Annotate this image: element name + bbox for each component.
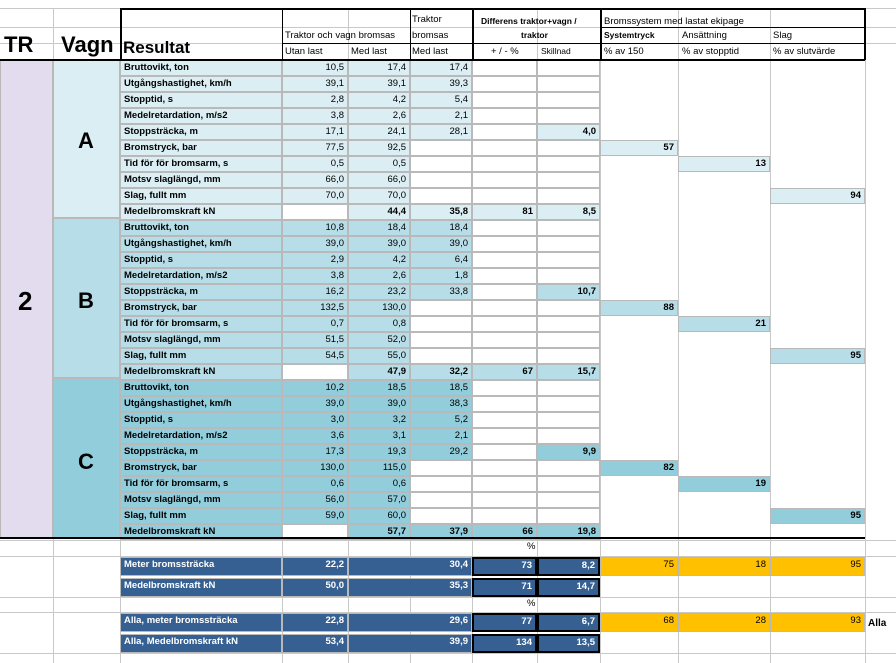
sub-med-last-traktor: Med last: [412, 46, 448, 57]
row-label[interactable]: Bruttovikt, ton: [120, 220, 282, 236]
cell-utan-last[interactable]: 39,0: [282, 396, 348, 412]
cell-med-last[interactable]: 52,0: [348, 332, 410, 348]
cell-traktor-med-last[interactable]: 1,8: [410, 268, 472, 284]
row-label[interactable]: Utgångshastighet, km/h: [120, 76, 282, 92]
row-label[interactable]: Tid för för bromsarm, s: [120, 156, 282, 172]
cell-plus-minus[interactable]: [472, 380, 537, 396]
cell-plus-minus[interactable]: 66: [472, 524, 537, 540]
cell-systemtryck[interactable]: 88: [600, 300, 678, 316]
cell-plus-minus[interactable]: [472, 236, 537, 252]
summary-ansattning[interactable]: 18: [678, 557, 770, 576]
cell-plus-minus[interactable]: [472, 220, 537, 236]
cell-traktor-med-last[interactable]: 37,9: [410, 524, 472, 540]
cell-utan-last[interactable]: 10,8: [282, 220, 348, 236]
grid-hline: [0, 540, 896, 541]
cell-traktor-med-last[interactable]: [410, 476, 472, 492]
cell-utan-last[interactable]: 17,1: [282, 124, 348, 140]
cell-traktor-med-last[interactable]: 39,3: [410, 76, 472, 92]
cell-plus-minus[interactable]: [472, 156, 537, 172]
cell-med-last[interactable]: 17,4: [348, 60, 410, 76]
row-label[interactable]: Stoppsträcka, m: [120, 444, 282, 460]
cell-med-last[interactable]: 0,6: [348, 476, 410, 492]
row-label[interactable]: Medelbromskraft kN: [120, 364, 282, 380]
cell-skillnad[interactable]: [537, 92, 600, 108]
cell-plus-minus[interactable]: [472, 284, 537, 300]
cell-utan-last[interactable]: 51,5: [282, 332, 348, 348]
sub-skillnad: Skillnad: [541, 46, 571, 56]
row-label[interactable]: Tid för för bromsarm, s: [120, 476, 282, 492]
cell-traktor-med-last[interactable]: 2,1: [410, 428, 472, 444]
summary-plus-minus[interactable]: 77: [472, 613, 537, 632]
summary-med[interactable]: 39,9: [348, 634, 472, 653]
sub-slag: Slag: [773, 30, 793, 41]
summary-label[interactable]: Alla, meter bromssträcka: [120, 613, 282, 632]
cell-traktor-med-last[interactable]: [410, 492, 472, 508]
summary-med[interactable]: 29,6: [348, 613, 472, 632]
cell-slag[interactable]: 95: [770, 348, 865, 364]
grid-hline: [0, 653, 896, 654]
row-label[interactable]: Stopptid, s: [120, 252, 282, 268]
cell-utan-last[interactable]: 39,1: [282, 76, 348, 92]
cell-utan-last[interactable]: 3,0: [282, 412, 348, 428]
cell-plus-minus[interactable]: [472, 332, 537, 348]
cell-traktor-med-last[interactable]: 33,8: [410, 284, 472, 300]
cell-med-last[interactable]: 18,4: [348, 220, 410, 236]
row-label[interactable]: Slag, fullt mm: [120, 348, 282, 364]
row-label[interactable]: Motsv slaglängd, mm: [120, 172, 282, 188]
row-label[interactable]: Motsv slaglängd, mm: [120, 492, 282, 508]
cell-traktor-med-last[interactable]: 6,4: [410, 252, 472, 268]
cell-utan-last[interactable]: 54,5: [282, 348, 348, 364]
cell-utan-last[interactable]: 0,5: [282, 156, 348, 172]
cell-utan-last[interactable]: 17,3: [282, 444, 348, 460]
cell-plus-minus[interactable]: [472, 252, 537, 268]
cell-med-last[interactable]: 0,5: [348, 156, 410, 172]
header-border: [864, 8, 866, 60]
cell-skillnad[interactable]: [537, 492, 600, 508]
cell-skillnad[interactable]: 8,5: [537, 204, 600, 220]
cell-ansattning[interactable]: 19: [678, 476, 770, 492]
cell-traktor-med-last[interactable]: 29,2: [410, 444, 472, 460]
cell-skillnad[interactable]: [537, 220, 600, 236]
cell-skillnad[interactable]: [537, 268, 600, 284]
cell-plus-minus[interactable]: [472, 76, 537, 92]
cell-traktor-med-last[interactable]: 39,0: [410, 236, 472, 252]
summary-utan[interactable]: 22,2: [282, 557, 348, 576]
cell-plus-minus[interactable]: [472, 476, 537, 492]
cell-plus-minus[interactable]: [472, 300, 537, 316]
row-label[interactable]: Bruttovikt, ton: [120, 380, 282, 396]
cell-skillnad[interactable]: [537, 188, 600, 204]
cell-traktor-med-last[interactable]: [410, 332, 472, 348]
border-main-bottom: [0, 537, 865, 539]
cell-traktor-med-last[interactable]: 5,2: [410, 412, 472, 428]
cell-plus-minus[interactable]: [472, 460, 537, 476]
cell-plus-minus[interactable]: [472, 188, 537, 204]
summary-plus-minus[interactable]: 134: [472, 634, 537, 653]
row-label[interactable]: Utgångshastighet, km/h: [120, 396, 282, 412]
cell-skillnad[interactable]: [537, 348, 600, 364]
cell-traktor-med-last[interactable]: [410, 300, 472, 316]
row-label[interactable]: Medelretardation, m/s2: [120, 428, 282, 444]
row-label[interactable]: Stopptid, s: [120, 92, 282, 108]
grid-vline: [865, 8, 866, 663]
summary-utan[interactable]: 53,4: [282, 634, 348, 653]
grid-hline: [0, 597, 896, 598]
cell-traktor-med-last[interactable]: [410, 508, 472, 524]
summary-plus-minus[interactable]: 71: [472, 578, 537, 597]
border-top: [120, 8, 865, 10]
sub-pct-stopptid: % av stopptid: [682, 46, 740, 57]
cell-utan-last[interactable]: 2,8: [282, 92, 348, 108]
cell-traktor-med-last[interactable]: [410, 460, 472, 476]
summary-label[interactable]: Alla, Medelbromskraft kN: [120, 634, 282, 653]
cell-plus-minus[interactable]: [472, 92, 537, 108]
cell-med-last[interactable]: 0,8: [348, 316, 410, 332]
cell-skillnad[interactable]: 15,7: [537, 364, 600, 380]
summary-slag[interactable]: 95: [770, 557, 865, 576]
header-mid-rule: [282, 43, 865, 44]
cell-skillnad[interactable]: 4,0: [537, 124, 600, 140]
pct-marker-1: %: [527, 541, 536, 552]
cell-utan-last[interactable]: 16,2: [282, 284, 348, 300]
sub-utan-last: Utan last: [285, 46, 323, 57]
cell-plus-minus[interactable]: [472, 412, 537, 428]
cell-systemtryck[interactable]: 82: [600, 460, 678, 476]
cell-skillnad[interactable]: [537, 140, 600, 156]
cell-med-last[interactable]: 39,0: [348, 236, 410, 252]
cell-slag[interactable]: 95: [770, 508, 865, 524]
cell-utan-last[interactable]: 39,0: [282, 236, 348, 252]
cell-traktor-med-last[interactable]: 28,1: [410, 124, 472, 140]
row-label[interactable]: Slag, fullt mm: [120, 508, 282, 524]
cell-med-last[interactable]: 92,5: [348, 140, 410, 156]
cell-plus-minus[interactable]: [472, 124, 537, 140]
border-header-bottom: [0, 59, 865, 61]
cell-med-last[interactable]: 130,0: [348, 300, 410, 316]
summary-med[interactable]: 35,3: [348, 578, 472, 597]
cell-utan-last[interactable]: 2,9: [282, 252, 348, 268]
cell-traktor-med-last[interactable]: [410, 140, 472, 156]
sub-med-last: Med last: [351, 46, 387, 57]
cell-traktor-med-last[interactable]: 5,4: [410, 92, 472, 108]
cell-plus-minus[interactable]: [472, 140, 537, 156]
cell-med-last[interactable]: 18,5: [348, 380, 410, 396]
cell-med-last[interactable]: 19,3: [348, 444, 410, 460]
cell-ansattning[interactable]: 21: [678, 316, 770, 332]
row-label[interactable]: Bruttovikt, ton: [120, 60, 282, 76]
cell-traktor-med-last[interactable]: 17,4: [410, 60, 472, 76]
row-label[interactable]: Tid för för bromsarm, s: [120, 316, 282, 332]
cell-med-last[interactable]: 44,4: [348, 204, 410, 220]
summary-plus-minus[interactable]: 73: [472, 557, 537, 576]
cell-med-last[interactable]: 39,1: [348, 76, 410, 92]
cell-utan-last[interactable]: 132,5: [282, 300, 348, 316]
header-top-rule: [600, 27, 865, 28]
header-border: [600, 8, 602, 60]
cell-med-last[interactable]: 4,2: [348, 252, 410, 268]
cell-utan-last[interactable]: 10,2: [282, 380, 348, 396]
cell-plus-minus[interactable]: [472, 60, 537, 76]
header-resultat: Resultat: [123, 38, 191, 57]
cell-skillnad[interactable]: [537, 380, 600, 396]
cell-plus-minus[interactable]: [472, 508, 537, 524]
cell-traktor-med-last[interactable]: [410, 348, 472, 364]
cell-utan-last[interactable]: 3,8: [282, 268, 348, 284]
cell-systemtryck[interactable]: 57: [600, 140, 678, 156]
summary-utan[interactable]: 50,0: [282, 578, 348, 597]
cell-skillnad[interactable]: [537, 476, 600, 492]
cell-med-last[interactable]: 24,1: [348, 124, 410, 140]
cell-med-last[interactable]: 23,2: [348, 284, 410, 300]
cell-traktor-med-last[interactable]: 38,3: [410, 396, 472, 412]
cell-utan-last[interactable]: 3,8: [282, 108, 348, 124]
header-differens-1: Differens traktor+vagn /: [481, 16, 577, 26]
cell-plus-minus[interactable]: [472, 348, 537, 364]
cell-plus-minus[interactable]: [472, 444, 537, 460]
cell-ansattning[interactable]: 13: [678, 156, 770, 172]
header-bromssystem: Bromssystem med lastat ekipage: [604, 16, 744, 27]
sub-ansattning: Ansättning: [682, 30, 727, 41]
cell-traktor-med-last[interactable]: 35,8: [410, 204, 472, 220]
cell-skillnad[interactable]: [537, 396, 600, 412]
cell-utan-last[interactable]: 0,7: [282, 316, 348, 332]
cell-med-last[interactable]: 66,0: [348, 172, 410, 188]
header-differens-2: traktor: [521, 30, 548, 40]
cell-utan-last[interactable]: [282, 204, 348, 220]
header-border: [472, 8, 474, 60]
row-label[interactable]: Bromstryck, bar: [120, 300, 282, 316]
cell-utan-last[interactable]: 10,5: [282, 60, 348, 76]
cell-skillnad[interactable]: [537, 332, 600, 348]
vagn-label-b: B: [78, 288, 94, 313]
vagn-label-a: A: [78, 128, 94, 153]
cell-plus-minus[interactable]: [472, 428, 537, 444]
cell-skillnad[interactable]: [537, 508, 600, 524]
cell-skillnad[interactable]: [537, 236, 600, 252]
cell-traktor-med-last[interactable]: [410, 188, 472, 204]
summary-label[interactable]: Meter bromssträcka: [120, 557, 282, 576]
summary-label[interactable]: Medelbromskraft kN: [120, 578, 282, 597]
cell-med-last[interactable]: 2,6: [348, 108, 410, 124]
cell-skillnad[interactable]: [537, 172, 600, 188]
cell-plus-minus[interactable]: 67: [472, 364, 537, 380]
cell-med-last[interactable]: 57,7: [348, 524, 410, 540]
cell-skillnad[interactable]: [537, 412, 600, 428]
summary-skillnad[interactable]: 14,7: [537, 578, 600, 597]
cell-utan-last[interactable]: 56,0: [282, 492, 348, 508]
summary-utan[interactable]: 22,8: [282, 613, 348, 632]
row-label[interactable]: Bromstryck, bar: [120, 460, 282, 476]
cell-traktor-med-last[interactable]: 18,4: [410, 220, 472, 236]
cell-utan-last[interactable]: 70,0: [282, 188, 348, 204]
cell-plus-minus[interactable]: [472, 396, 537, 412]
row-label[interactable]: Medelretardation, m/s2: [120, 108, 282, 124]
cell-traktor-med-last[interactable]: [410, 156, 472, 172]
cell-plus-minus[interactable]: [472, 268, 537, 284]
cell-skillnad[interactable]: 19,8: [537, 524, 600, 540]
cell-traktor-med-last[interactable]: 32,2: [410, 364, 472, 380]
cell-traktor-med-last[interactable]: 2,1: [410, 108, 472, 124]
header-traktor-bromsas-2: bromsas: [412, 30, 449, 41]
cell-skillnad[interactable]: 9,9: [537, 444, 600, 460]
sub-pct-150: % av 150: [604, 46, 644, 57]
tr-value: 2: [18, 286, 33, 316]
row-label[interactable]: Medelbromskraft kN: [120, 204, 282, 220]
alla-note: Alla: [868, 618, 887, 629]
cell-med-last[interactable]: 55,0: [348, 348, 410, 364]
header-vagn: Vagn: [61, 32, 114, 57]
summary-skillnad[interactable]: 13,5: [537, 634, 600, 653]
cell-utan-last[interactable]: 0,6: [282, 476, 348, 492]
cell-skillnad[interactable]: [537, 60, 600, 76]
cell-skillnad[interactable]: [537, 108, 600, 124]
header-traktor-vagn: Traktor och vagn bromsas: [285, 30, 395, 41]
cell-utan-last[interactable]: 77,5: [282, 140, 348, 156]
cell-traktor-med-last[interactable]: [410, 172, 472, 188]
cell-skillnad[interactable]: 10,7: [537, 284, 600, 300]
row-label[interactable]: Stoppsträcka, m: [120, 124, 282, 140]
sub-systemtryck: Systemtryck: [604, 30, 655, 40]
cell-skillnad[interactable]: [537, 316, 600, 332]
cell-plus-minus[interactable]: [472, 492, 537, 508]
cell-plus-minus[interactable]: 81: [472, 204, 537, 220]
cell-utan-last[interactable]: 130,0: [282, 460, 348, 476]
summary-skillnad[interactable]: 8,2: [537, 557, 600, 576]
sub-plus-minus: + / - %: [491, 46, 519, 57]
sub-pct-slutvarde: % av slutvärde: [773, 46, 836, 57]
cell-skillnad[interactable]: [537, 300, 600, 316]
cell-plus-minus[interactable]: [472, 316, 537, 332]
cell-skillnad[interactable]: [537, 252, 600, 268]
summary-systemtryck[interactable]: 75: [600, 557, 678, 576]
cell-traktor-med-last[interactable]: 18,5: [410, 380, 472, 396]
summary-med[interactable]: 30,4: [348, 557, 472, 576]
cell-skillnad[interactable]: [537, 156, 600, 172]
row-label[interactable]: Medelbromskraft kN: [120, 524, 282, 540]
cell-traktor-med-last[interactable]: [410, 316, 472, 332]
cell-med-last[interactable]: 3,1: [348, 428, 410, 444]
summary-slag[interactable]: 93: [770, 613, 865, 632]
summary-skillnad[interactable]: 6,7: [537, 613, 600, 632]
vagn-label-c: C: [78, 449, 94, 474]
cell-med-last[interactable]: 3,2: [348, 412, 410, 428]
cell-utan-last[interactable]: 66,0: [282, 172, 348, 188]
cell-med-last[interactable]: 57,0: [348, 492, 410, 508]
row-label[interactable]: Medelretardation, m/s2: [120, 268, 282, 284]
cell-skillnad[interactable]: [537, 76, 600, 92]
cell-utan-last[interactable]: 3,6: [282, 428, 348, 444]
row-label[interactable]: Motsv slaglängd, mm: [120, 332, 282, 348]
cell-plus-minus[interactable]: [472, 172, 537, 188]
cell-med-last[interactable]: 4,2: [348, 92, 410, 108]
header-traktor-bromsas-1: Traktor: [412, 14, 442, 25]
header-border: [120, 8, 122, 60]
row-label[interactable]: Stoppsträcka, m: [120, 284, 282, 300]
row-label[interactable]: Bromstryck, bar: [120, 140, 282, 156]
cell-skillnad[interactable]: [537, 460, 600, 476]
cell-plus-minus[interactable]: [472, 108, 537, 124]
cell-med-last[interactable]: 2,6: [348, 268, 410, 284]
summary-systemtryck[interactable]: 68: [600, 613, 678, 632]
cell-med-last[interactable]: 60,0: [348, 508, 410, 524]
cell-utan-last[interactable]: [282, 364, 348, 380]
cell-med-last[interactable]: 39,0: [348, 396, 410, 412]
row-label[interactable]: Utgångshastighet, km/h: [120, 236, 282, 252]
cell-med-last[interactable]: 70,0: [348, 188, 410, 204]
cell-utan-last[interactable]: 59,0: [282, 508, 348, 524]
header-border: [410, 8, 411, 60]
pct-marker-2: %: [527, 598, 536, 609]
header-tr: TR: [4, 32, 34, 57]
cell-slag[interactable]: 94: [770, 188, 865, 204]
row-label[interactable]: Slag, fullt mm: [120, 188, 282, 204]
summary-ansattning[interactable]: 28: [678, 613, 770, 632]
cell-med-last[interactable]: 115,0: [348, 460, 410, 476]
row-label[interactable]: Stopptid, s: [120, 412, 282, 428]
cell-med-last[interactable]: 47,9: [348, 364, 410, 380]
cell-skillnad[interactable]: [537, 428, 600, 444]
header-border: [282, 8, 283, 60]
